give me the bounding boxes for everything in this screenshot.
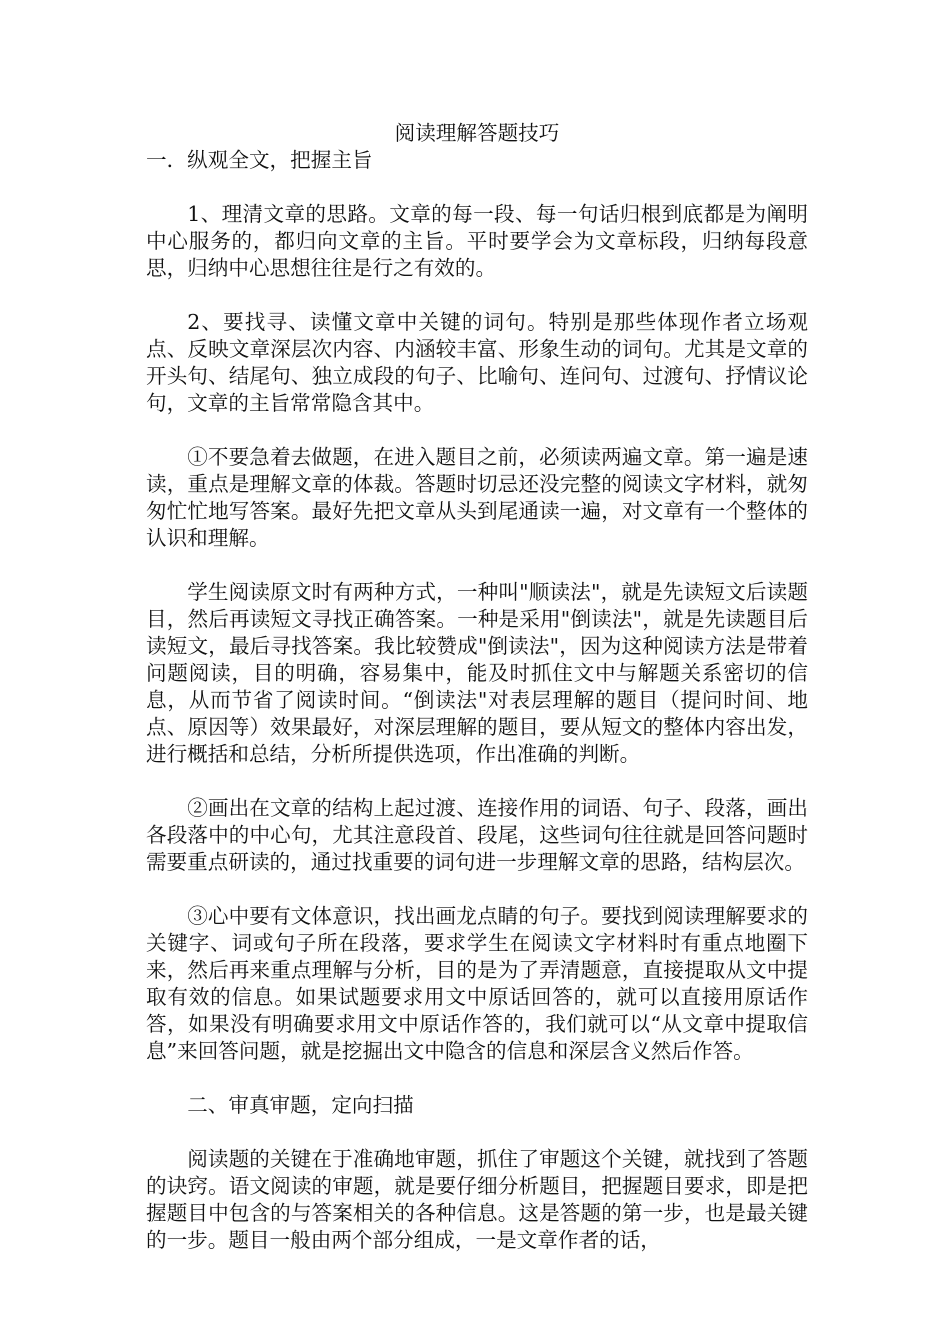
paragraph-4: 学生阅读原文时有两种方式，一种叫"顺读法"，就是先读短文后读题目，然后再读短文寻找正确答案。一种是采用"倒读法"，就是先读题目后读短文，最后寻找答案。我比较赞成"倒读法"，因为这种阅读方法是带着问题阅读，目的明确，容易集中，能及时抓住文中与解题关系密切的信息，从而节省了阅读时间。“倒读法"对表层理解的题目（提问时间、地点、原因等）效果最好，对深层理解的题目，要从短文的整体内容出发，进行概括和总结，分析所提供选项，作出准确的判断。 [146,580,808,766]
paragraph-5: ②画出在文章的结构上起过渡、连接作用的词语、句子、段落，画出各段落中的中心句，尤其注意段首、段尾，这些词句往往就是回答问题时需要重点研读的，通过找重要的词句进一步理解文章的思路，结构层次。 [146,796,808,874]
document-page [146,120,808,1254]
paragraph-6: ③心中要有文体意识，找出画龙点睛的句子。要找到阅读理解要求的关键字、词或句子所在段落，要求学生在阅读文字材料时有重点地圈下来，然后再来重点理解与分析，目的是为了弄清题意，直接提取从文中提取有效的信息。如果试题要求用文中原话回答的，就可以直接用原话作答，如果没有明确要求用文中原话作答的，我们就可以“从文章中提取信息”来回答问题，就是挖掘出文中隐含的信息和深层含义然后作答。 [146,904,808,1063]
paragraph-3: ①不要急着去做题，在进入题目之前，必须读两遍文章。第一遍是速读，重点是理解文章的体裁。答题时切忌还没完整的阅读文字材料，就匆匆忙忙地写答案。最好先把文章从头到尾通读一遍，对文章有一个整体的认识和理解。 [146,445,808,550]
paragraph-2: 2、要找寻、读懂文章中关键的词句。特别是那些体现作者立场观点、反映文章深层次内容、内涵较丰富、形象生动的词句。尤其是文章的开头句、结尾句、独立成段的句子、比喻句、连问句、过渡句、抒情议论句，文章的主旨常常隐含其中。 [146,310,808,415]
section-heading-2: 二、审真审题，定向扫描 [187,1093,414,1117]
document-title: 阅读理解答题技巧 [394,121,560,145]
section-heading-1: 一．纵观全文，把握主旨 [146,148,373,172]
paragraph-7: 阅读题的关键在于准确地审题，抓住了审题这个关键，就找到了答题的诀窍。语文阅读的审题，就是要仔细分析题目，把握题目要求，即是把握题目中包含的与答案相关的各种信息。这是答题的第一步，也是最关键的一步。题目一般由两个部分组成，一是文章作者的话， [146,1147,808,1252]
paragraph-1: 1、理清文章的思路。文章的每一段、每一句话归根到底都是为阐明中心服务的，都归向文章的主旨。平时要学会为文章标段，归纳每段意思，归纳中心思想往往是行之有效的。 [146,202,808,280]
